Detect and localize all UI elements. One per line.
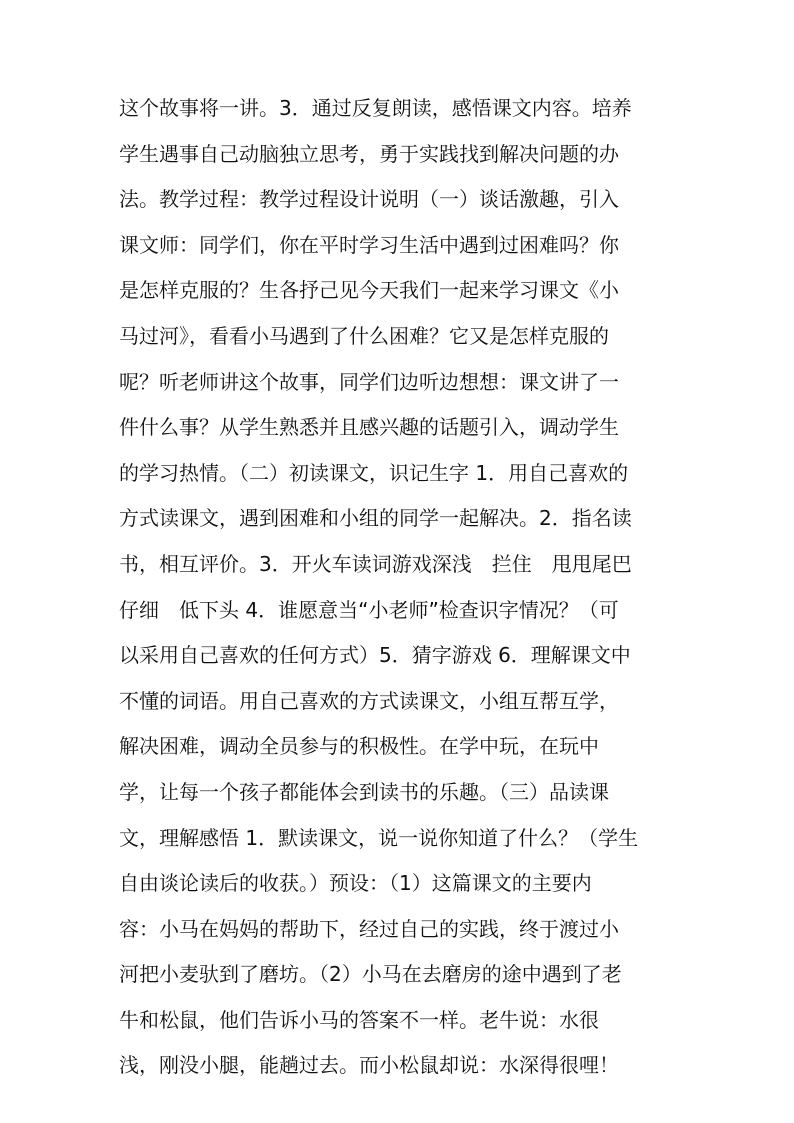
text-line-7: 呢？听老师讲这个故事，同学们边听边想想：课文讲了一 bbox=[119, 369, 619, 394]
text-line-1: 这个故事将一讲。3．通过反复朗读，感悟课文内容。培养 bbox=[119, 96, 632, 120]
text-line-8: 件什么事？从学生熟悉并且感兴趣的话题引入，调动学生 bbox=[119, 415, 619, 440]
body-text bbox=[119, 86, 679, 1089]
text-line-6: 马过河》，看看小马遇到了什么困难？它又是怎样克服的 bbox=[119, 323, 609, 348]
text-line-19: 容：小马在妈妈的帮助下，经过自己的实践，终于渡过小 bbox=[119, 916, 619, 941]
text-line-3: 法。教学过程：教学过程设计说明（一）谈话激趣，引入 bbox=[119, 187, 619, 212]
text-line-14: 不懂的词语。用自己喜欢的方式读课文，小组互帮互学， bbox=[119, 688, 619, 713]
text-line-22: 浅，刚没小腿，能趟过去。而小松鼠却说：水深得很哩！ bbox=[119, 1053, 619, 1078]
text-line-10: 方式读课文，遇到困难和小组的同学一起解决。2．指名读 bbox=[119, 506, 632, 531]
text-line-11: 书，相互评价。3．开火车读词游戏深浅 拦住 甩甩尾巴 bbox=[119, 551, 632, 576]
text-line-20: 河把小麦驮到了磨坊。（2）小马在去磨房的途中遇到了老 bbox=[119, 962, 622, 987]
text-line-16: 学，让每一个孩子都能体会到读书的乐趣。（三）品读课 bbox=[119, 779, 609, 804]
text-line-13: 以采用自己喜欢的任何方式）5．猜字游戏 6．理解课文中 bbox=[119, 643, 631, 668]
text-line-9: 的学习热情。（二）初读课文，识记生字 1．用自己喜欢的 bbox=[119, 460, 629, 485]
text-line-12: 仔细 低下头 4．谁愿意当“小老师”检查识字情况？（可 bbox=[119, 597, 619, 622]
text-line-2: 学生遇事自己动脑独立思考，勇于实践找到解决问题的办 bbox=[119, 141, 619, 166]
text-line-21: 牛和松鼠，他们告诉小马的答案不一样。老牛说：水很 bbox=[119, 1007, 599, 1032]
text-line-18: 自由谈论读后的收获。）预设：（1）这篇课文的主要内 bbox=[119, 871, 592, 896]
text-line-5: 是怎样克服的？生各抒己见今天我们一起来学习课文《小 bbox=[119, 278, 619, 303]
text-line-4: 课文师：同学们，你在平时学习生活中遇到过困难吗？你 bbox=[119, 232, 619, 257]
text-line-17: 文，理解感悟 1．默读课文，说一说你知道了什么？（学生 bbox=[119, 825, 639, 850]
text-line-15: 解决困难，调动全员参与的积极性。在学中玩，在玩中 bbox=[119, 734, 599, 759]
